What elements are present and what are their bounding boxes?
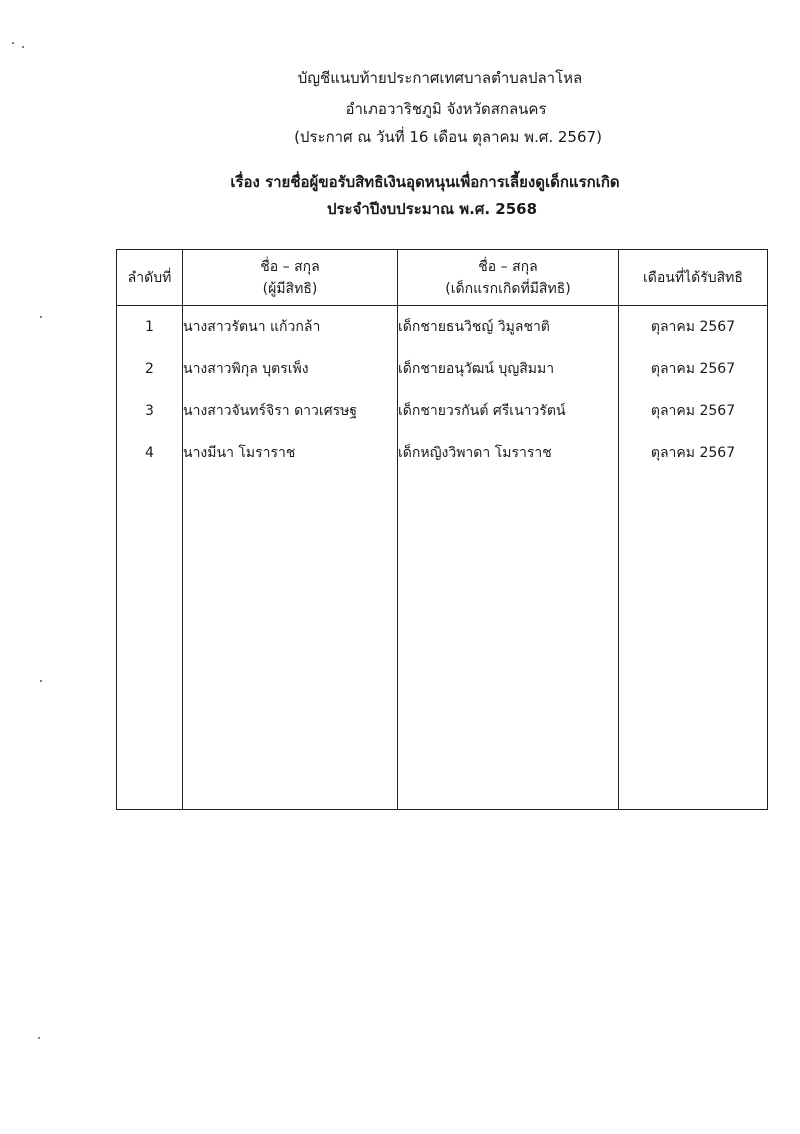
child-name: เด็กชายวรกันต์ ศรีเนาวรัตน์	[398, 390, 619, 432]
district-province: อำเภอวาริชภูมิ จังหวัดสกลนคร	[345, 100, 547, 118]
entitlement-month: ตุลาคม 2567	[619, 348, 768, 390]
subject-line: เรื่อง รายชื่อผู้ขอรับสิทธิเงินอุดหนุนเพื่อการเลี้ยงดูเด็กแรกเกิด	[230, 173, 620, 191]
scan-speck	[22, 46, 24, 48]
fiscal-year-line: ประจำปีงบประมาณ พ.ศ. 2568	[326, 200, 538, 218]
recipient-name: นางสาวจันทร์จิรา ดาวเศรษฐ	[183, 390, 398, 432]
column-header-no	[117, 250, 183, 306]
column-header-child-label: ชื่อ – สกุล	[478, 258, 538, 275]
column-header-recipient	[183, 250, 398, 306]
column-header-child-sublabel: (เด็กแรกเกิดที่มีสิทธิ)	[445, 280, 571, 297]
entitlement-month: ตุลาคม 2567	[619, 390, 768, 432]
child-name: เด็กหญิงวิพาดา โมราราช	[398, 432, 619, 474]
table-header-row	[117, 250, 768, 306]
row-number: 2	[117, 348, 183, 390]
announcement-date: (ประกาศ ณ วันที่ 16 เดือน ตุลาคม พ.ศ. 2567)	[294, 128, 602, 146]
table-row	[117, 390, 768, 432]
announcement-title: บัญชีแนบท้ายประกาศเทศบาลตำบลปลาโหล	[297, 69, 583, 87]
table-row	[117, 348, 768, 390]
recipients-table	[116, 249, 768, 810]
column-header-child	[398, 250, 619, 306]
recipient-name: นางสาวพิกุล บุตรเพ็ง	[183, 348, 398, 390]
empty-cell	[183, 474, 398, 810]
row-number: 3	[117, 390, 183, 432]
child-name: เด็กชายธนวิชญ์ วิมูลชาติ	[398, 306, 619, 349]
empty-cell	[117, 474, 183, 810]
row-number: 4	[117, 432, 183, 474]
recipient-name: นางมีนา โมราราช	[183, 432, 398, 474]
entitlement-month: ตุลาคม 2567	[619, 432, 768, 474]
child-name: เด็กชายอนุวัฒน์ บุญสิมมา	[398, 348, 619, 390]
empty-table-space	[117, 474, 768, 810]
column-header-recipient-sublabel: (ผู้มีสิทธิ)	[262, 280, 318, 297]
column-header-month	[619, 250, 768, 306]
scan-speck	[12, 42, 14, 44]
scan-speck	[40, 680, 42, 682]
column-header-month-label: เดือนที่ได้รับสิทธิ	[643, 269, 743, 286]
scan-speck	[38, 1037, 40, 1039]
empty-cell	[398, 474, 619, 810]
column-header-no-label: ลำดับที่	[127, 269, 172, 286]
table-row	[117, 432, 768, 474]
empty-cell	[619, 474, 768, 810]
recipient-name: นางสาวรัตนา แก้วกล้า	[183, 306, 398, 349]
table-row	[117, 306, 768, 349]
column-header-recipient-label: ชื่อ – สกุล	[260, 258, 320, 275]
row-number: 1	[117, 306, 183, 349]
entitlement-month: ตุลาคม 2567	[619, 306, 768, 349]
scan-speck	[40, 316, 42, 318]
